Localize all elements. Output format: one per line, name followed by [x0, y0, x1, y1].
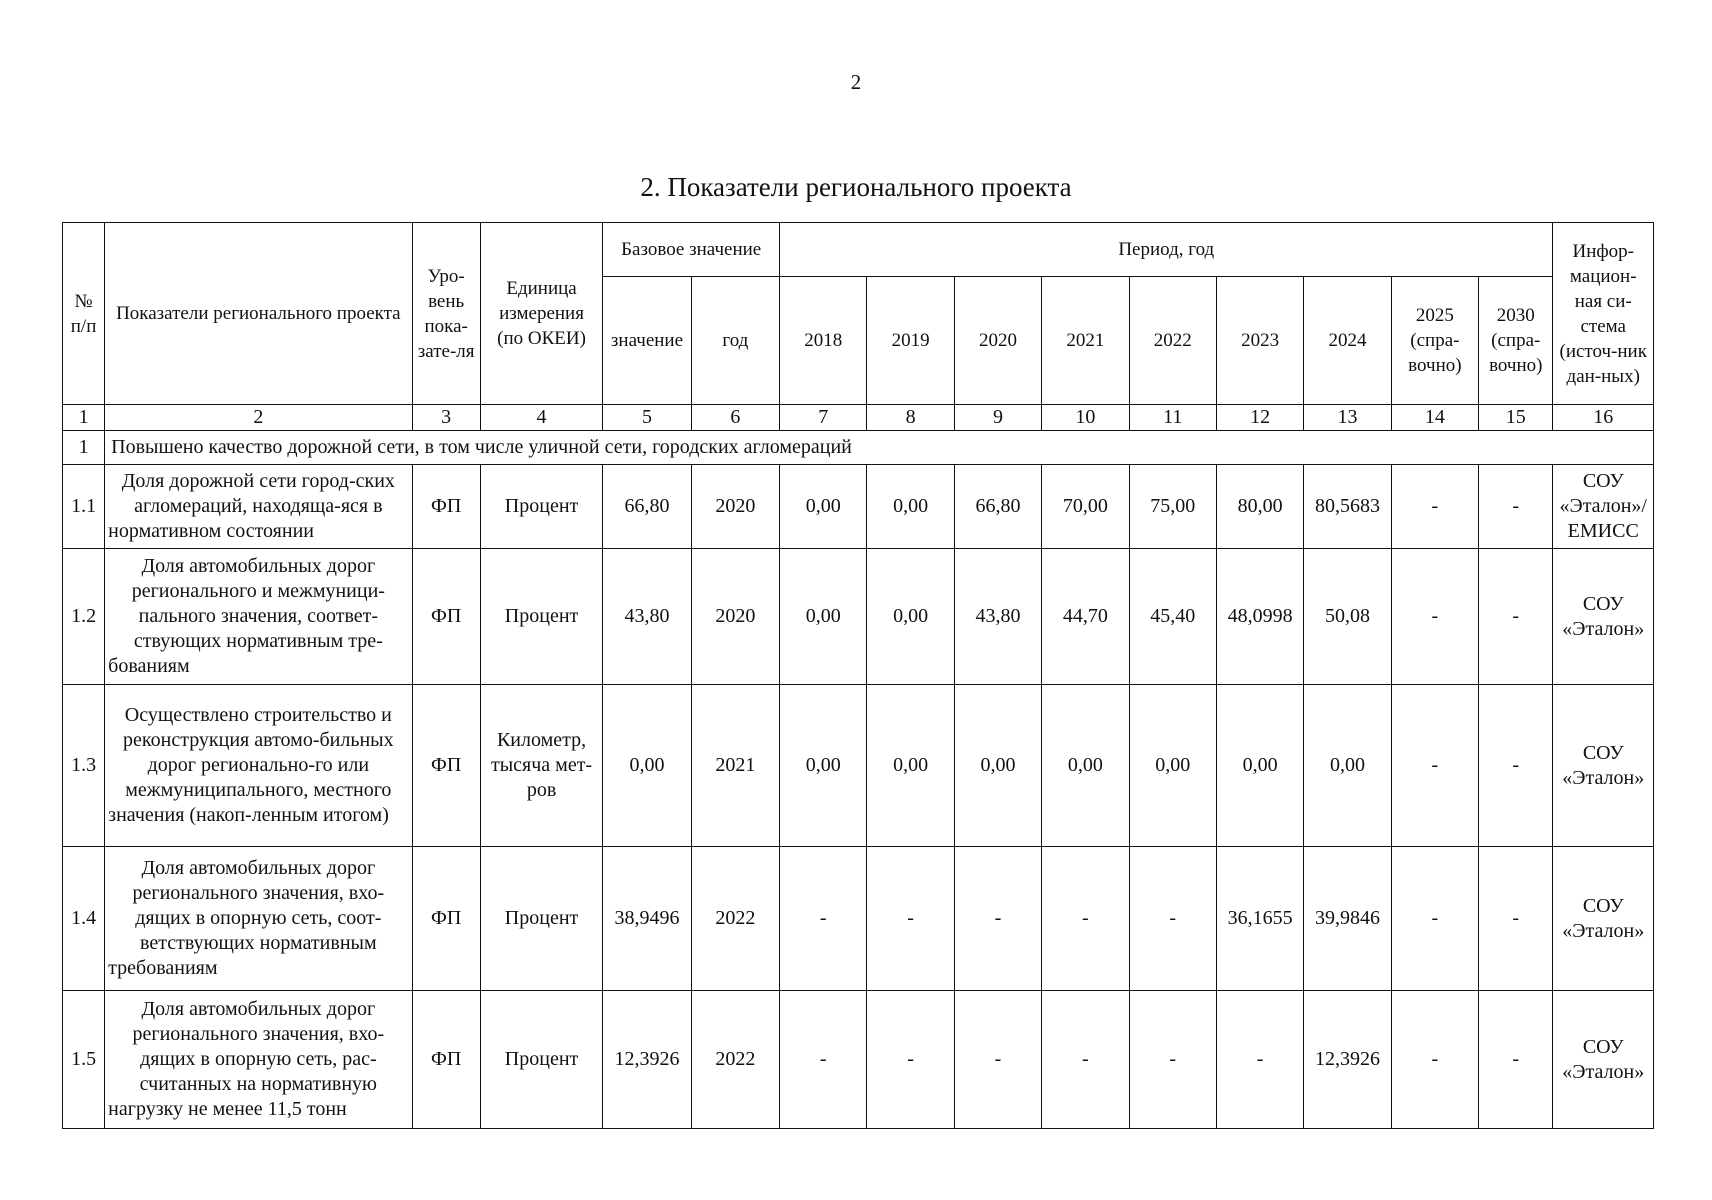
- table-row: [63, 847, 1654, 991]
- period-value: -: [867, 991, 954, 1129]
- header-year: 2022: [1129, 277, 1216, 405]
- table-row: [63, 465, 1654, 549]
- column-number: 3: [412, 405, 480, 431]
- data-source: СОУ «Эталон»: [1553, 847, 1654, 991]
- row-num: 1.4: [63, 847, 105, 991]
- header-year: 2018: [780, 277, 867, 405]
- column-number: 4: [480, 405, 603, 431]
- period-value: -: [1391, 465, 1478, 549]
- table-row: [63, 685, 1654, 847]
- period-value: -: [1129, 847, 1216, 991]
- indicator-unit: Километр, тысяча мет-ров: [480, 685, 603, 847]
- column-number: 11: [1129, 405, 1216, 431]
- data-source: СОУ «Эталон»: [1553, 685, 1654, 847]
- row-num: 1.1: [63, 465, 105, 549]
- column-number: 6: [691, 405, 779, 431]
- period-value: 70,00: [1042, 465, 1129, 549]
- indicator-level: ФП: [412, 847, 480, 991]
- base-year: 2022: [691, 847, 779, 991]
- header-base-value: значение: [603, 277, 691, 405]
- period-value: 48,0998: [1216, 549, 1303, 685]
- column-number: 1: [63, 405, 105, 431]
- period-value: 0,00: [780, 685, 867, 847]
- base-value: 0,00: [603, 685, 691, 847]
- period-value: -: [1479, 991, 1553, 1129]
- period-value: -: [1216, 991, 1303, 1129]
- column-number: 12: [1216, 405, 1303, 431]
- period-value: -: [1479, 465, 1553, 549]
- header-base-value-group: Базовое значение: [603, 223, 780, 277]
- period-value: -: [780, 847, 867, 991]
- period-value: 0,00: [867, 549, 954, 685]
- header-year: 2024: [1304, 277, 1391, 405]
- row-num: 1.5: [63, 991, 105, 1129]
- period-value: -: [1479, 685, 1553, 847]
- header-year-reference: 2025 (спра-вочно): [1391, 277, 1478, 405]
- period-value: -: [954, 847, 1041, 991]
- indicator-level: ФП: [412, 991, 480, 1129]
- period-value: 80,5683: [1304, 465, 1391, 549]
- section-num: 1: [63, 431, 105, 465]
- period-value: -: [1391, 685, 1478, 847]
- indicator-name: Доля автомобильных дорог регионального значения, вхо-дящих в опорную сеть, рас-считанных на нормативную нагрузку не менее 11,5 тонн: [105, 991, 412, 1129]
- indicator-level: ФП: [412, 685, 480, 847]
- data-source: СОУ «Эталон»/ ЕМИСС: [1553, 465, 1654, 549]
- base-value: 38,9496: [603, 847, 691, 991]
- header-num: № п/п: [63, 223, 105, 405]
- row-num: 1.3: [63, 685, 105, 847]
- header-year: 2021: [1042, 277, 1129, 405]
- period-value: -: [867, 847, 954, 991]
- header-year: 2020: [954, 277, 1041, 405]
- period-value: -: [1042, 991, 1129, 1129]
- period-value: 80,00: [1216, 465, 1303, 549]
- period-value: 66,80: [954, 465, 1041, 549]
- period-value: 0,00: [1304, 685, 1391, 847]
- indicator-name: Осуществлено строительство и реконструкция автомо-бильных дорог регионально-го или межмуниципального, местного значения (накоп-ленным итогом): [105, 685, 412, 847]
- period-value: 0,00: [1042, 685, 1129, 847]
- period-value: 0,00: [1129, 685, 1216, 847]
- period-value: 12,3926: [1304, 991, 1391, 1129]
- period-value: 39,9846: [1304, 847, 1391, 991]
- column-number: 15: [1479, 405, 1553, 431]
- period-value: -: [1042, 847, 1129, 991]
- period-value: 75,00: [1129, 465, 1216, 549]
- column-number: 9: [954, 405, 1041, 431]
- indicator-unit: Процент: [480, 549, 603, 685]
- column-number: 2: [105, 405, 412, 431]
- period-value: 43,80: [954, 549, 1041, 685]
- period-value: -: [1479, 549, 1553, 685]
- base-year: 2022: [691, 991, 779, 1129]
- base-year: 2020: [691, 549, 779, 685]
- indicator-unit: Процент: [480, 847, 603, 991]
- header-year-reference: 2030 (спра-вочно): [1479, 277, 1553, 405]
- period-value: 44,70: [1042, 549, 1129, 685]
- header-indicator-name: Показатели регионального проекта: [105, 223, 412, 405]
- indicator-name: Доля автомобильных дорог регионального значения, вхо-дящих в опорную сеть, соот-ветствующих нормативным требованиям: [105, 847, 412, 991]
- indicator-name: Доля дорожной сети город-ских агломераций, находяща-яся в нормативном состоянии: [105, 465, 412, 549]
- column-number: 13: [1304, 405, 1391, 431]
- indicator-unit: Процент: [480, 991, 603, 1129]
- header-period: Период, год: [780, 223, 1553, 277]
- period-value: -: [1391, 549, 1478, 685]
- period-value: 0,00: [867, 685, 954, 847]
- period-value: 45,40: [1129, 549, 1216, 685]
- indicator-level: ФП: [412, 549, 480, 685]
- base-value: 43,80: [603, 549, 691, 685]
- period-value: -: [780, 991, 867, 1129]
- period-value: -: [954, 991, 1041, 1129]
- column-number: 16: [1553, 405, 1654, 431]
- column-number: 14: [1391, 405, 1478, 431]
- header-base-year: год: [691, 277, 779, 405]
- table-row: [63, 549, 1654, 685]
- section-title: 2. Показатели регионального проекта: [640, 172, 1072, 202]
- period-value: 0,00: [954, 685, 1041, 847]
- header-year: 2023: [1216, 277, 1303, 405]
- period-value: -: [1479, 847, 1553, 991]
- column-number: 10: [1042, 405, 1129, 431]
- header-year: 2019: [867, 277, 954, 405]
- period-value: -: [1391, 991, 1478, 1129]
- indicators-table: [62, 222, 1654, 1129]
- period-value: 36,1655: [1216, 847, 1303, 991]
- column-number: 5: [603, 405, 691, 431]
- period-value: 0,00: [867, 465, 954, 549]
- base-year: 2021: [691, 685, 779, 847]
- header-unit: Единица измерения (по ОКЕИ): [480, 223, 603, 405]
- period-value: -: [1391, 847, 1478, 991]
- row-num: 1.2: [63, 549, 105, 685]
- base-year: 2020: [691, 465, 779, 549]
- base-value: 66,80: [603, 465, 691, 549]
- period-value: 0,00: [780, 465, 867, 549]
- section-row: [63, 431, 1654, 465]
- period-value: 0,00: [1216, 685, 1303, 847]
- table-row: [63, 991, 1654, 1129]
- indicator-unit: Процент: [480, 465, 603, 549]
- base-value: 12,3926: [603, 991, 691, 1129]
- column-number-row: [63, 405, 1654, 431]
- section-text: Повышено качество дорожной сети, в том числе уличной сети, городских агломераций: [105, 431, 1654, 465]
- data-source: СОУ «Эталон»: [1553, 991, 1654, 1129]
- header-source: Инфор-мацион-ная си-стема (источ-ник дан-ных): [1553, 223, 1654, 405]
- column-number: 7: [780, 405, 867, 431]
- indicator-name: Доля автомобильных дорог регионального и межмуници-пального значения, соответ-ствующих нормативным тре-бованиям: [105, 549, 412, 685]
- period-value: 0,00: [780, 549, 867, 685]
- period-value: -: [1129, 991, 1216, 1129]
- indicator-level: ФП: [412, 465, 480, 549]
- header-level: Уро-вень пока-зате-ля: [412, 223, 480, 405]
- data-source: СОУ «Эталон»: [1553, 549, 1654, 685]
- period-value: 50,08: [1304, 549, 1391, 685]
- page-number: 2: [850, 70, 862, 94]
- column-number: 8: [867, 405, 954, 431]
